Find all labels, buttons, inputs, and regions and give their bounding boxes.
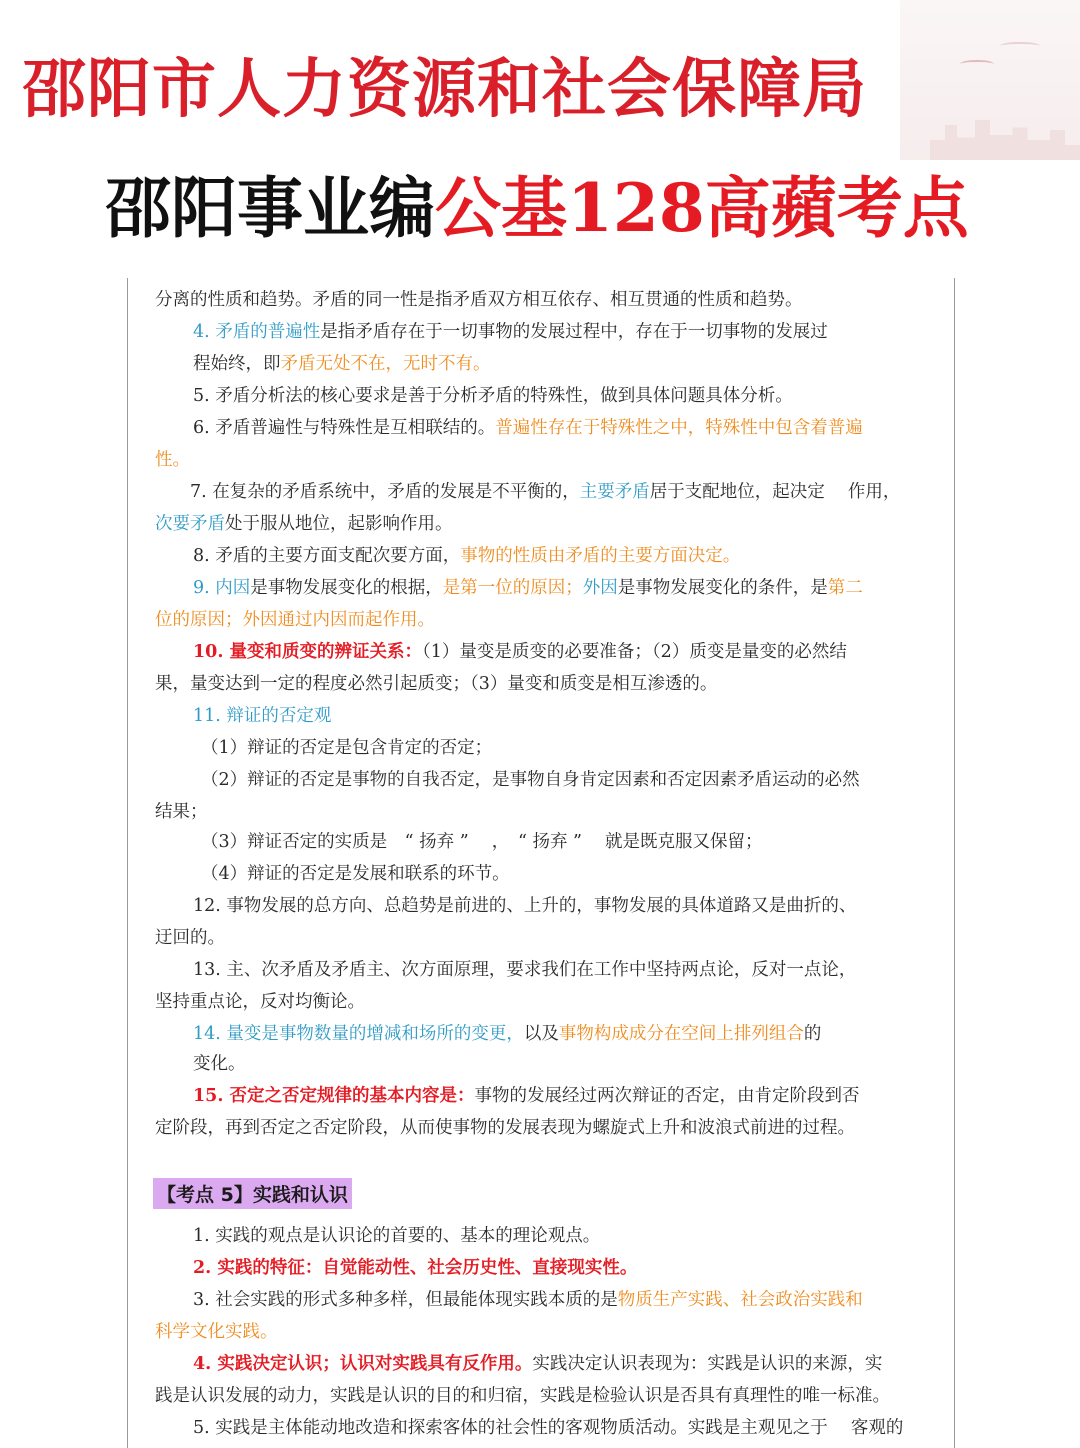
text-line: 9. 内因是事物发展变化的根据，是第一位的原因；外因是事物发展变化的条件，是第二	[193, 578, 863, 598]
text-line: 3. 社会实践的形式多种多样，但最能体现实践本质的是物质生产实践、社会政治实践和	[193, 1290, 863, 1310]
text-line: （3）辩证否定的实质是 “ 扬弃 ” ， “ 扬弃 ” 就是既克服又保留；	[201, 832, 763, 852]
text-line: 果，量变达到一定的程度必然引起质变；（3）量变和质变是相互渗透的。	[155, 674, 718, 694]
text-line: 1. 实践的观点是认识论的首要的、基本的理论观点。	[193, 1226, 601, 1246]
text-line: 8. 矛盾的主要方面支配次要方面，事物的性质由矛盾的主要方面决定。	[193, 546, 741, 566]
text-line: 14. 量变是事物数量的增减和场所的变更，以及事物构成成分在空间上排列组合的	[193, 1024, 822, 1044]
text-line: 坚持重点论，反对均衡论。	[155, 992, 365, 1012]
text-line: 12. 事物发展的总方向、总趋势是前进的、上升的，事物发展的具体道路又是曲折的、	[193, 896, 857, 916]
text-line: 定阶段，再到否定之否定阶段，从而使事物的发展表现为螺旋式上升和波浪式前进的过程。	[155, 1118, 855, 1138]
headline	[105, 155, 969, 250]
text-line: 践是认识发展的动力，实践是认识的目的和归宿，实践是检验认识是否具有真理性的唯一标准。	[155, 1386, 890, 1406]
text-line: 程始终，即矛盾无处不在，无时不有。	[193, 354, 491, 374]
text-line: 结果；	[155, 802, 208, 822]
text-line: 性。	[155, 450, 190, 470]
text-line: 5. 实践是主体能动地改造和探索客体的社会性的客观物质活动。实践是主观见之于 客观的	[193, 1418, 904, 1438]
text-line: 4. 实践决定认识；认识对实践具有反作用。实践决定认识表现为：实践是认识的来源，实	[193, 1354, 883, 1374]
text-line: 13. 主、次矛盾及矛盾主、次方面原理，要求我们在工作中坚持两点论，反对一点论，	[193, 960, 857, 980]
text-line: 6. 矛盾普遍性与特殊性是互相联结的。普遍性存在于特殊性之中，特殊性中包含着普遍	[193, 418, 863, 438]
text-line: 4. 矛盾的普遍性是指矛盾存在于一切事物的发展过程中，存在于一切事物的发展过	[193, 322, 828, 342]
text-line: 位的原因；外因通过内因而起作用。	[155, 610, 435, 630]
text-line: 5. 矛盾分析法的核心要求是善于分析矛盾的特殊性，做到具体问题具体分析。	[193, 386, 793, 406]
text-line: 变化。	[193, 1054, 246, 1074]
text-line: 10. 量变和质变的辨证关系：（1）量变是质变的必要准备；（2）质变是量变的必然结	[193, 642, 847, 662]
text-line: 15. 否定之否定规律的基本内容是：事物的发展经过两次辩证的否定，由肯定阶段到否	[193, 1086, 860, 1106]
text-line: 迂回的。	[155, 928, 225, 948]
decorative-illustration	[900, 0, 1080, 160]
text-line: 2. 实践的特征：自觉能动性、社会历史性、直接现实性。	[193, 1258, 638, 1278]
section-heading: 【考点 5】实践和认识	[153, 1178, 352, 1209]
headline-red-part: 公基128高蘋考点	[435, 169, 969, 247]
text-line: （2）辩证的否定是事物的自我否定，是事物自身肯定因素和否定因素矛盾运动的必然	[201, 770, 860, 790]
text-line: 次要矛盾处于服从地位，起影响作用。	[155, 514, 453, 534]
text-line: （4）辩证的否定是发展和联系的环节。	[201, 864, 510, 884]
organization-title: 邵阳市人力资源和社会保障局	[22, 53, 867, 127]
headline-black-part: 邵阳事业编	[105, 169, 435, 247]
text-line: 科学文化实践。	[155, 1322, 278, 1342]
text-line: 11. 辩证的否定观	[193, 706, 332, 726]
text-line: 7. 在复杂的矛盾系统中，矛盾的发展是不平衡的，主要矛盾居于支配地位，起决定 作用，	[190, 482, 901, 502]
text-line: （1）辩证的否定是包含肯定的否定；	[201, 738, 493, 758]
text-line: 分离的性质和趋势。矛盾的同一性是指矛盾双方相互依存、相互贯通的性质和趋势。	[155, 290, 803, 310]
document-page	[127, 278, 955, 1448]
